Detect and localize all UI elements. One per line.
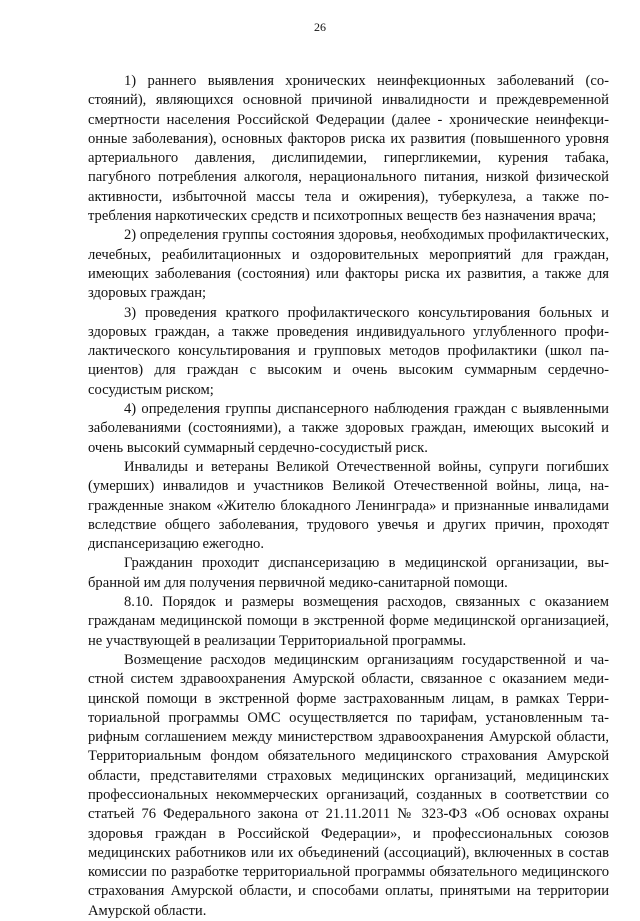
paragraph-reimbursement: Возмещение расходов медицинским организациям государственной и частной систем здравоохранения Амурской области, связанное с оказанием медицинской помощи в экстренной форме застрахованным лицам, в рамках Территориальной программы ОМС осуществляется по тарифам, установленным тарифным соглашением между министерством здравоохранения Амурской области, Территориальным фондом обязательного медицинского страхования Амурской области, представителями страховых медицинских организаций, медицинских профессиональных некоммерческих организаций, созданных в соответствии со статьей 76 Федерального закона от 21.11.2011 № 323-ФЗ «Об основах охраны здоровья граждан в Российской Федерации», и профессиональных союзов медицинских работников или их объединений (ассоциаций), включенных в состав комиссии по разработке территориальной программы обязательного медицинского страхования Амурской области, и способами оплаты, принятыми на территории Амурской области. [88, 651, 609, 919]
paragraph-item-2: 2) определения группы состояния здоровья, необходимых профилактических, лечебных, реабилитационных и оздоровительных мероприятий для граждан, имеющих заболевания (состояния) или факторы риска их развития, а также для здоровых граждан; [88, 227, 609, 302]
document-body [88, 72, 609, 921]
paragraph-veterans: Инвалиды и ветераны Великой Отечественной войны, супруги погибших (умерших) инвалидов и участников Великой Отечественной войны, лица, награжденные знаком «Жителю блокадного Ленинграда» и признанные инвалидами вследствие общего заболевания, трудового увечья и других причин, проходят диспансеризацию ежегодно. [88, 458, 609, 553]
page-number: 26 [314, 20, 326, 34]
paragraph-item-4: 4) определения группы диспансерного наблюдения граждан с выявленными заболеваниями (состояниями), а также здоровых граждан, имеющих высокий и очень высокий суммарный сердечно-сосудистый риск. [88, 401, 609, 456]
paragraph-item-3: 3) проведения краткого профилактического консультирования больных и здоровых граждан, а также проведения индивидуального углубленного профилактического консультирования и групповых методов профилактики (школ пациентов) для граждан с высоким и очень высоким суммарным сердечнососудистым риском; [88, 304, 609, 398]
paragraph-citizen: Гражданин проходит диспансеризацию в медицинской организации, выбранной им для получения первичной медико-санитарной помощи. [88, 555, 609, 591]
paragraph-item-1: 1) раннего выявления хронических неинфекционных заболеваний (состояний), являющихся основной причиной инвалидности и преждевременной смертности населения Российской Федерации (далее - хронические неинфекционные заболевания), основных факторов риска их развития (повышенного уровня артериального давления, дислипидемии, гипергликемии, курения табака, пагубного потребления алкоголя, нерационального питания, низкой физической активности, избыточной массы тела и ожирения), туберкулеза, а также потребления наркотических средств и психотропных веществ без назначения врача; [88, 73, 609, 225]
section-heading-8-10: 8.10. Порядок и размеры возмещения расходов, связанных с оказанием гражданам медицинской помощи в экстренной форме медицинской организацией, не участвующей в реализации Территориальной программы. [88, 594, 609, 649]
